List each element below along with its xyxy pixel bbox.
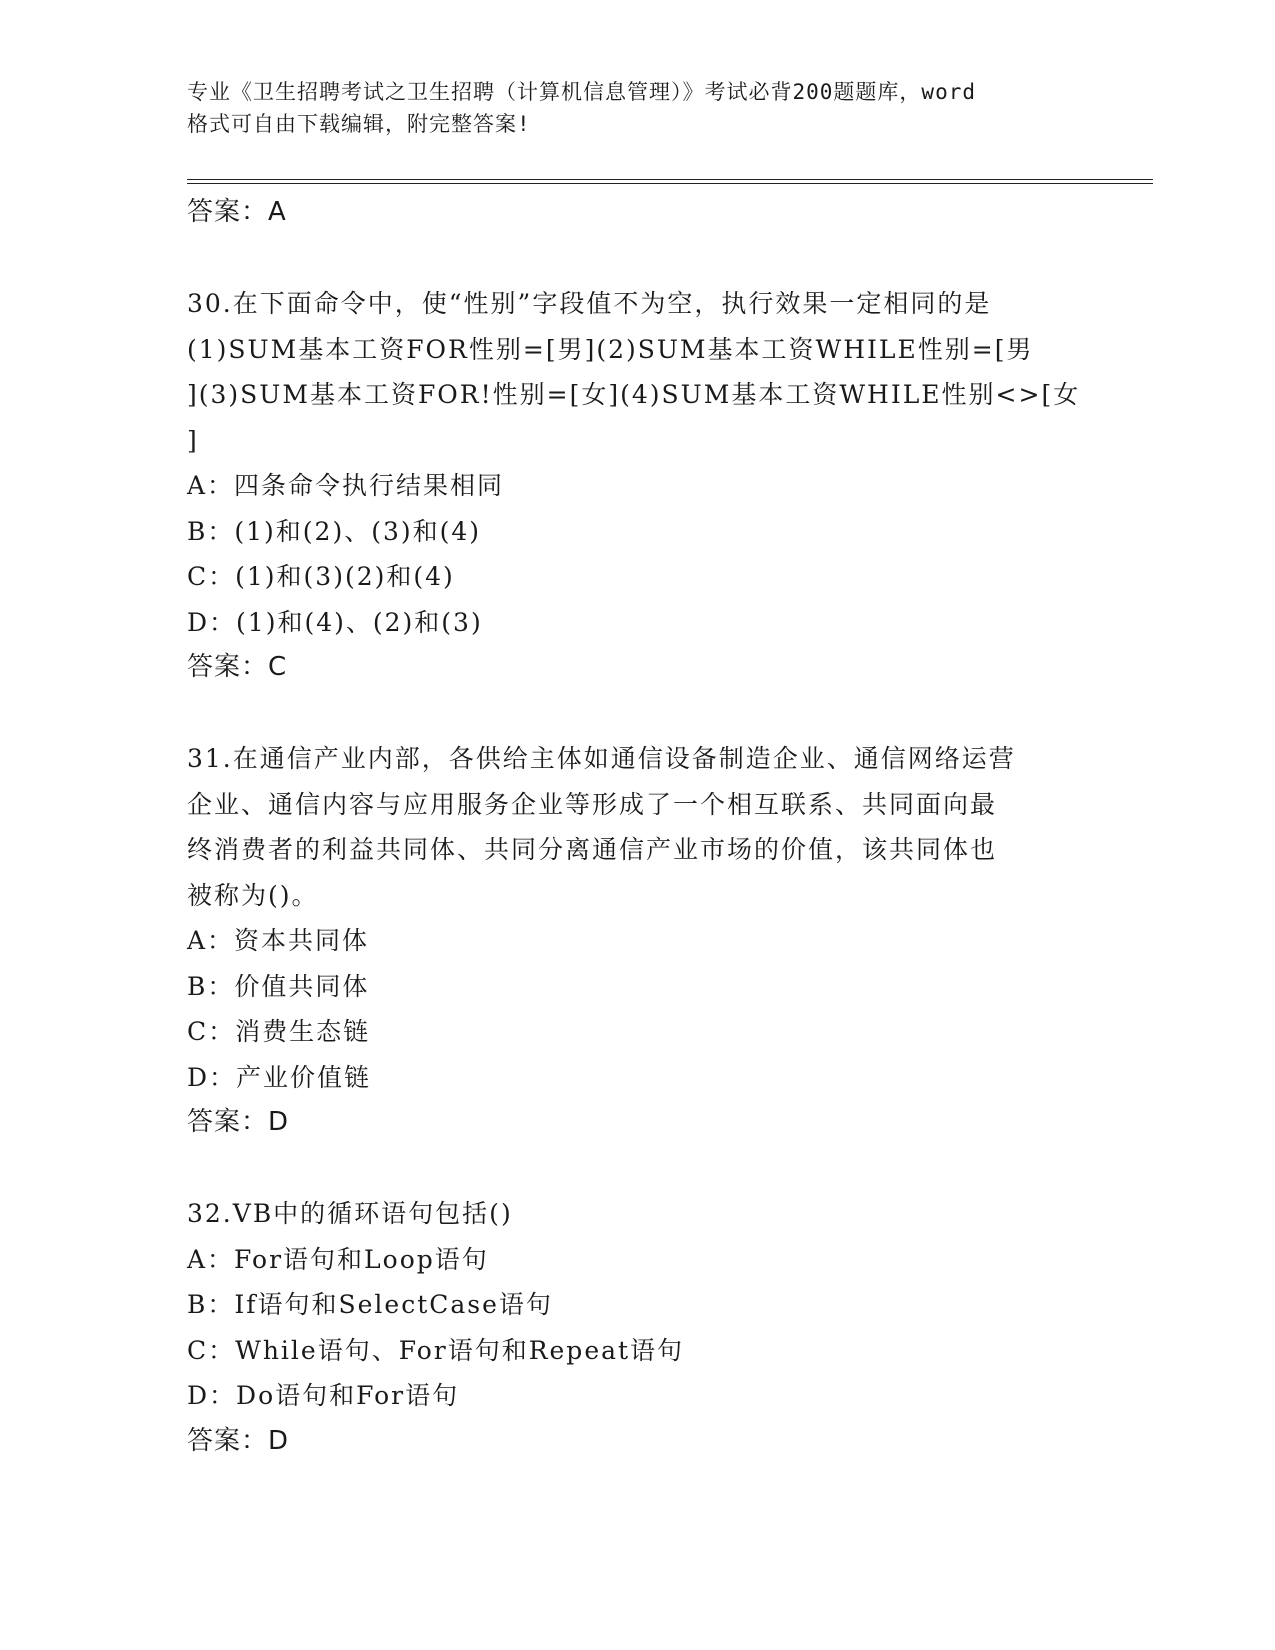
header-divider-top bbox=[187, 179, 1153, 180]
question-text-line: 终消费者的利益共同体、共同分离通信产业市场的价值，该共同体也 bbox=[187, 835, 998, 864]
option-a: A：资本共同体 bbox=[187, 926, 370, 955]
option-b: B：If语句和SelectCase语句 bbox=[187, 1290, 553, 1319]
header-line-1: 专业《卫生招聘考试之卫生招聘（计算机信息管理）》考试必背200题题库，word bbox=[187, 80, 976, 104]
option-c: C：消费生态链 bbox=[187, 1017, 371, 1046]
answer: 答案：C bbox=[187, 652, 288, 682]
question-text-line: ](3)SUM基本工资FOR!性别=[女](4)SUM基本工资WHILE性别<>[女 bbox=[187, 380, 1081, 409]
option-b: B：(1)和(2)、(3)和(4) bbox=[187, 516, 482, 546]
spacer bbox=[187, 1146, 1087, 1192]
option-c: C：(1)和(3)(2)和(4) bbox=[187, 562, 455, 591]
question-text-line: 被称为()。 bbox=[187, 880, 319, 910]
option-d: D：Do语句和For语句 bbox=[187, 1381, 460, 1410]
spacer bbox=[187, 236, 1087, 282]
answer: 答案：D bbox=[187, 1425, 290, 1456]
option-a: A：四条命令执行结果相同 bbox=[187, 471, 505, 500]
option-a: A：For语句和Loop语句 bbox=[187, 1244, 489, 1274]
option-c: C：While语句、For语句和Repeat语句 bbox=[187, 1335, 685, 1365]
question-31 bbox=[187, 736, 1087, 1146]
question-text-line: 31.在通信产业内部，各供给主体如通信设备制造企业、通信网络运营 bbox=[187, 744, 1016, 773]
question-text-line: 32.VB中的循环语句包括() bbox=[187, 1199, 513, 1228]
question-32 bbox=[187, 1191, 1087, 1464]
option-d: D：产业价值链 bbox=[187, 1062, 372, 1092]
question-text-line: 30.在下面命令中，使“性别”字段值不为空，执行效果一定相同的是 bbox=[187, 289, 992, 318]
option-b: B：价值共同体 bbox=[187, 971, 370, 1001]
document-body bbox=[187, 190, 1087, 1464]
question-text-line: 企业、通信内容与应用服务企业等形成了一个相互联系、共同面向最 bbox=[187, 789, 998, 819]
header-divider-bottom bbox=[187, 183, 1153, 184]
question-text-line: (1)SUM基本工资FOR性别=[男](2)SUM基本工资WHILE性别=[男 bbox=[187, 334, 1034, 364]
question-30 bbox=[187, 281, 1087, 691]
question-text-line: ] bbox=[187, 425, 199, 455]
spacer bbox=[187, 691, 1087, 737]
answer: 答案：D bbox=[187, 1107, 290, 1137]
header-line-2: 格式可自由下载编辑，附完整答案! bbox=[187, 112, 531, 136]
option-d: D：(1)和(4)、(2)和(3) bbox=[187, 607, 483, 637]
previous-answer: 答案：A bbox=[187, 197, 287, 227]
document-header bbox=[187, 76, 1087, 140]
